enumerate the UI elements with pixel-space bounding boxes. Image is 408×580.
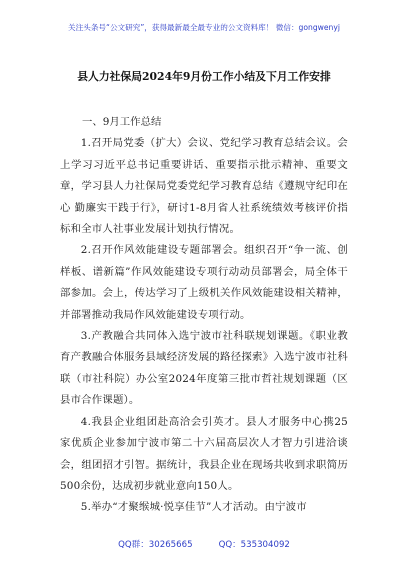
section-heading: 一、9月工作总结 <box>82 116 162 128</box>
paragraph-2: 2.召开作风效能建设专题部署会。组织召开“争一流、创样板、谱新篇”作风效能建设专项行动动员部署会，局全体干部参加。会上，传达学习了上级机关作风效能建设相关精神，并部署推动我局作风效能建设专项行动。 <box>60 244 348 321</box>
document-body <box>60 112 348 519</box>
header-promo-note: 关注头条号“公文研究”，获得最新最全最专业的公文资料库！ 微信：gongwenyj <box>68 23 340 32</box>
paragraph-1: 1.召开局党委（扩大）会议、党纪学习教育总结会议。会上学习习近平总书记重要讲话、重要指示批示精神、重要文章，学习县人力社保局党委党纪学习教育总结《遵规守纪印在心 勤廉实干践于行》，研讨1-8月省人社系统绩效考核评价指标和全市人社事业发展计划执行情况。 <box>60 137 348 236</box>
document-title: 县人力社保局2024年9月份工作小结及下月工作安排 <box>77 70 331 83</box>
footer-qq-number: QQ：535304092 <box>218 540 290 550</box>
footer-qq-group: QQ群：30265665 <box>118 540 193 550</box>
paragraph-3: 3.产教融合共同体入选宁波市社科联规划课题。《职业教育产教融合体服务县域经济发展的路径探索》入选宁波市社科联（市社科院）办公室2024年度第三批市哲社规划课题（区县市合作课题）。 <box>60 330 348 407</box>
paragraph-5: 5.举办“才聚缑城·悦享佳节”人才活动。由宁波市 <box>80 501 307 514</box>
paragraph-4: 4.我县企业组团赴高洽会引英才。县人才服务中心携25家优质企业参加宁波市第二十六届高层次人才智力引进洽谈会，组团招才引智。据统计，我县企业在现场共收到求职简历500余份，达成初步就业意向150人。 <box>60 415 348 492</box>
footer-contact <box>0 538 408 550</box>
